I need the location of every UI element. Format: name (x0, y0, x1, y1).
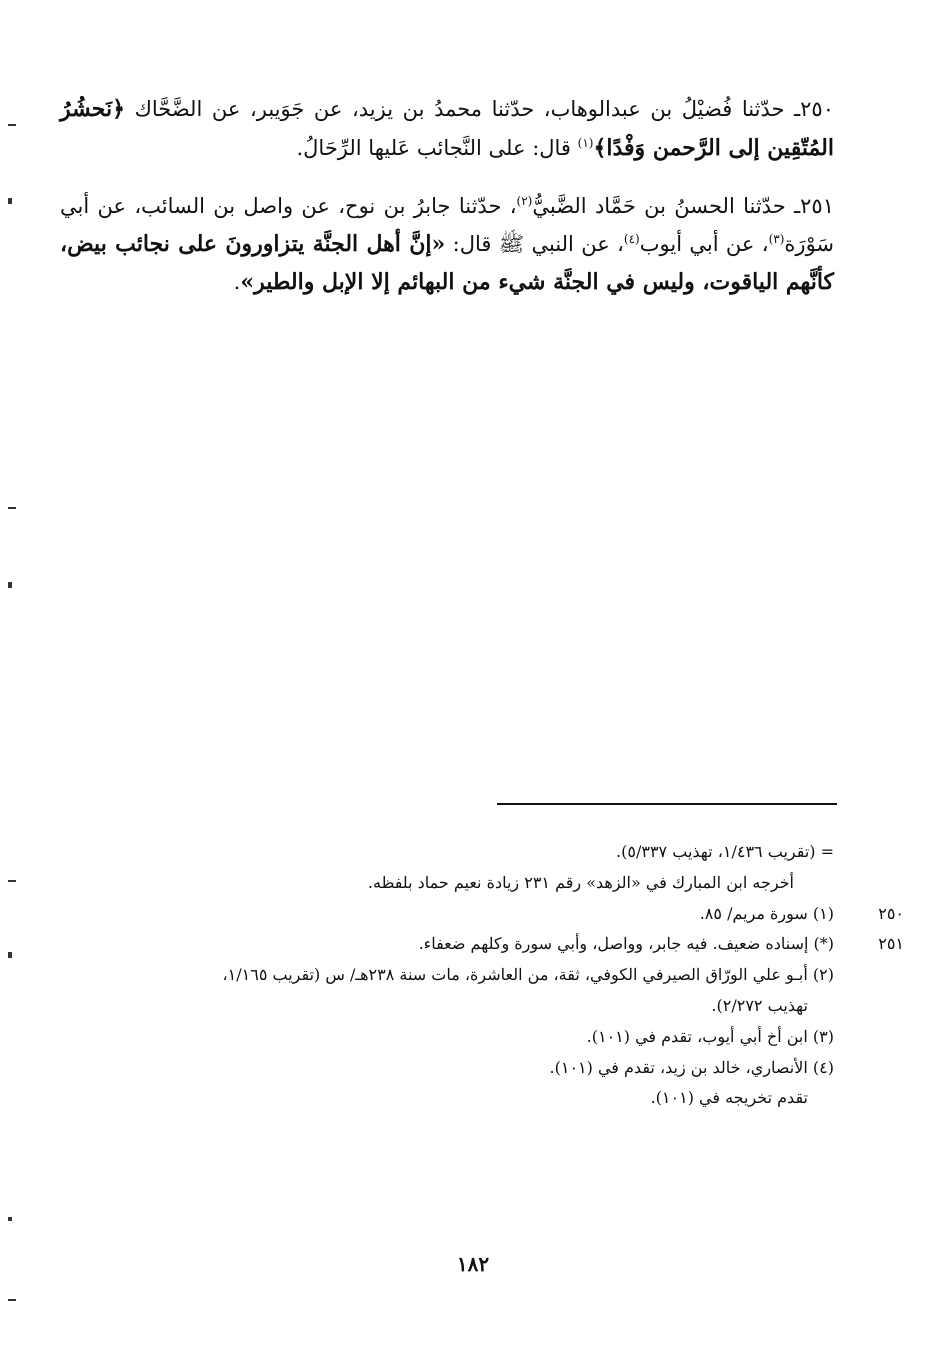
footnotes (60, 840, 904, 1117)
isnad-text: ـ حدّثنا الحسنُ بن حَمَّاد الضَّبيُّ (532, 194, 801, 218)
footnote-250-1 (60, 902, 904, 927)
footnote-ref[interactable]: (٣) (768, 231, 785, 246)
footnote-251-2-cont: تهذيب ٢/٢٧٢). (711, 995, 808, 1015)
footnote-text: (١) سورة مريم/ ٨٥. (699, 903, 834, 923)
footnote-ref[interactable]: (٢) (516, 194, 533, 208)
hadith-251 (60, 188, 834, 302)
page-number: ١٨٢ (456, 1252, 490, 1276)
scan-mark (8, 1217, 12, 1221)
footnote-251-3: (٣) ابن أخ أبي أيوب، تقدم في (١٠١). (586, 1026, 834, 1046)
isnad-text: ، حدّثنا جابرُ بن نوح، عن واصل بن السائب، عن أبي سَوْرَة (60, 194, 835, 256)
matn-text: «إنَّ أهل الجنَّة يتزاورونَ على نجائب بيض، كأنَّهم الياقوت، وليس في الجنَّة شيء من البهائم إلا الإبل والطير» (60, 230, 834, 296)
scan-mark (8, 1299, 16, 1301)
isnad-text: ، عن أبي أيوب (639, 231, 769, 256)
hadith-number: ٢٥١ (800, 194, 834, 218)
footnote-hadith-number: ٢٥١ (878, 934, 904, 954)
footnote-251-star (60, 932, 904, 957)
footnote-251-takhrij: تقدم تخريجه في (١٠١). (650, 1088, 808, 1108)
hadith-number: ٢٥٠ (800, 97, 834, 121)
footnote-separator (497, 803, 837, 805)
hadith-250 (60, 90, 834, 167)
scan-mark (8, 582, 12, 588)
scan-mark (8, 880, 16, 882)
footnote-hadith-number: ٢٥٠ (878, 903, 904, 923)
footnote-continuation: = (تقريب ١/٤٣٦، تهذيب ٥/٣٣٧). (616, 842, 834, 861)
scan-mark (8, 952, 12, 958)
footnote-text: (*) إسناده ضعيف. فيه جابر، وواصل، وأبي سورة وكلهم ضعفاء. (418, 934, 834, 954)
quran-verse: ﴿نَحشُرُ المُتّقِين إلى الرَّحمن وَفْدًا﴾ (60, 96, 834, 161)
scan-mark (8, 507, 16, 509)
isnad-text: ـ حدّثنا فُضيْلُ بن عبدالوهاب، حدّثنا محمدُ بن يزيد، عن جَوَيبر، عن الضَّحَّاك (134, 97, 801, 121)
isnad-text: ، عن النبي ﷺ قال: (445, 231, 624, 256)
end-punct: . (233, 270, 241, 295)
matn-text: قال: على النَّجائب عَليها الرِّحَالُ. (296, 135, 578, 160)
hadith-250-paragraph (60, 90, 834, 167)
hadith-251-paragraph (60, 188, 834, 302)
footnote-251-4: (٤) الأنصاري، خالد بن زيد، تقدم في (١٠١). (549, 1057, 834, 1077)
footnote-ref[interactable]: (٤) (623, 231, 640, 246)
scan-mark (8, 124, 16, 126)
footnote-251-2: (٢) أبـو علي الورّاق الصيرفي الكوفي، ثقة، من العاشرة، مات سنة ٢٣٨هـ/ س (تقريب ١/١٦٥، (222, 965, 834, 985)
footnote-continuation-takhrij: أخرجه ابن المبارك في «الزهد» رقم ٢٣١ زيادة نعيم حماد بلفظه. (367, 872, 794, 892)
scan-mark (8, 198, 12, 204)
footnote-ref[interactable]: (١) (577, 135, 594, 150)
